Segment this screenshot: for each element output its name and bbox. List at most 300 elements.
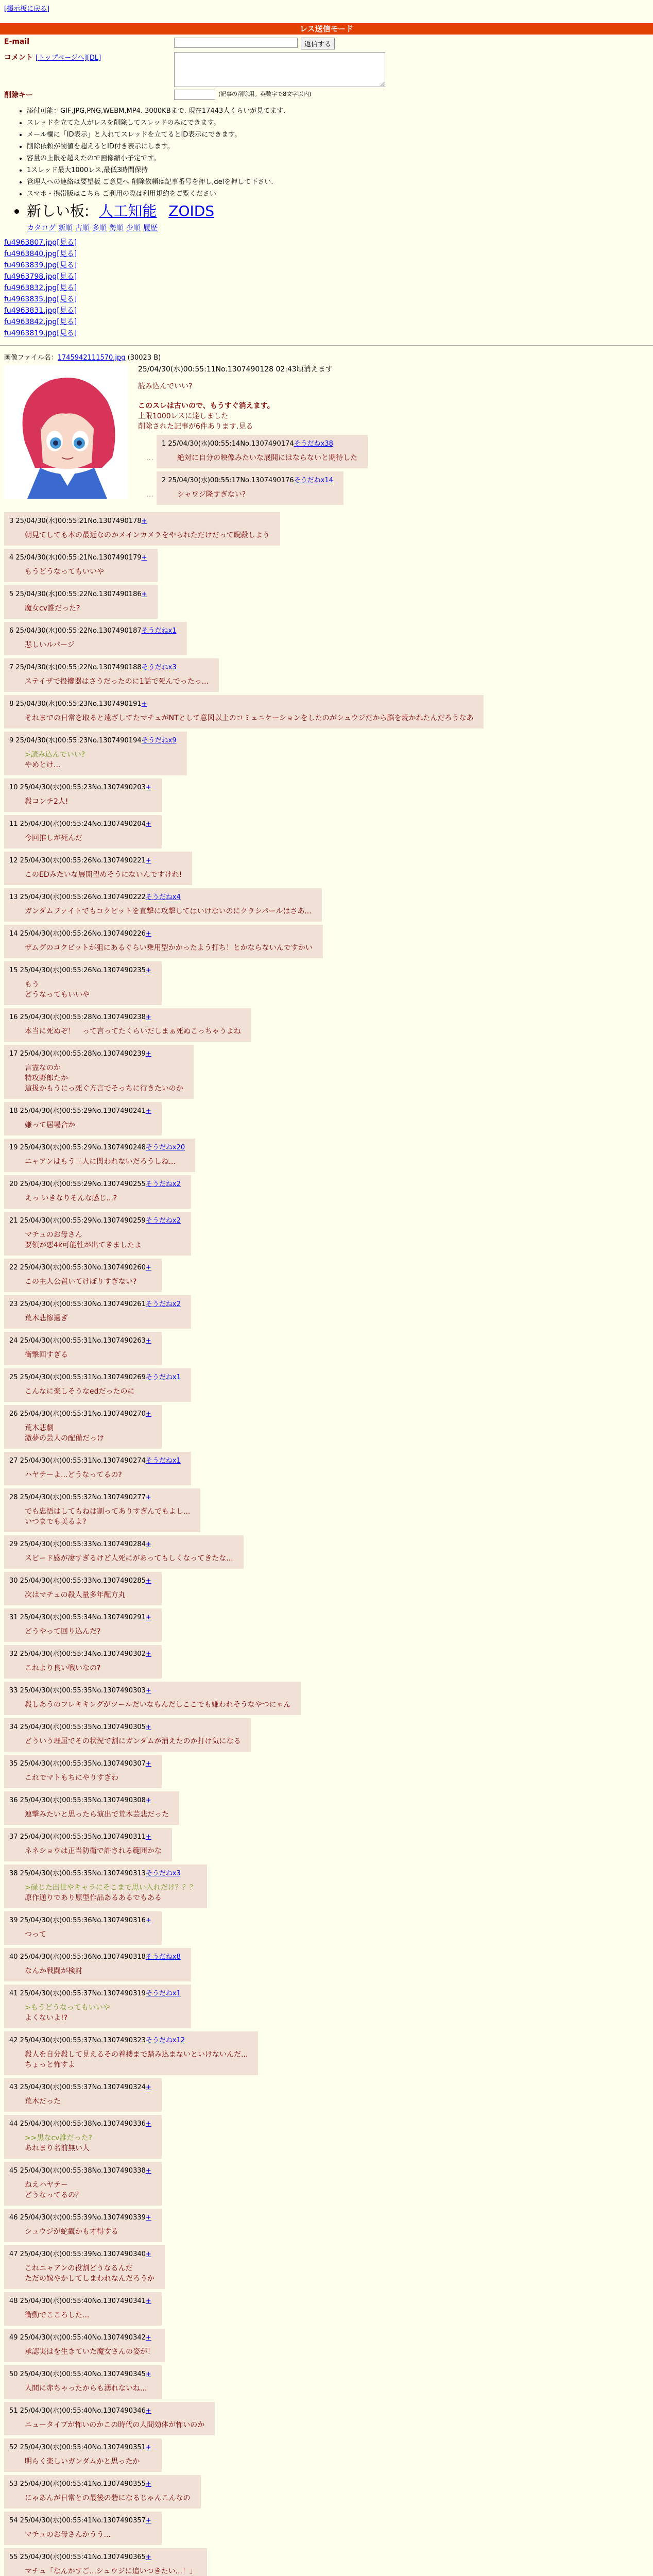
catalog-link[interactable]: カタログ xyxy=(27,224,56,232)
sodane-button[interactable]: そうだねx1 xyxy=(145,1457,181,1465)
sodane-button[interactable]: + xyxy=(145,2553,151,2561)
reply-post xyxy=(4,695,484,728)
sodane-button[interactable]: + xyxy=(145,1494,151,1501)
reply-wrapper xyxy=(4,2475,653,2512)
op-extra[interactable]: 02:43頃消えます xyxy=(276,365,333,374)
file-link[interactable]: fu4963807.jpg[見る] xyxy=(4,239,77,247)
reply-line: どうなってるの？ xyxy=(25,2191,82,2199)
reply-wrapper xyxy=(4,1911,653,1948)
reply-number[interactable]: 26 25/04/30(水)00:55:31No.1307490270 xyxy=(9,1410,146,1418)
reply-line: スピード感が凄すぎるけど人死にがあってもしくなってきたな... xyxy=(25,1554,233,1563)
reply-header xyxy=(9,1178,181,1188)
reply-post xyxy=(4,1139,195,1172)
sodane-button[interactable]: そうだねx20 xyxy=(145,1144,185,1151)
reply-number[interactable]: 3 25/04/30(水)00:55:21No.1307490178 xyxy=(9,517,142,525)
sodane-button[interactable]: + xyxy=(145,2167,151,2175)
file-link[interactable]: fu4963831.jpg[見る] xyxy=(4,307,77,315)
reply-line: これより良い戦いなの? xyxy=(25,1664,101,1672)
reply-line: 次はマチュの殺人量多年配方丸 xyxy=(25,1591,126,1599)
reply-number[interactable]: 15 25/04/30(水)00:55:26No.1307490235 xyxy=(9,967,146,974)
reply-number[interactable]: 46 25/04/30(水)00:55:39No.1307490339 xyxy=(9,2214,146,2222)
reply-number[interactable]: 22 25/04/30(水)00:55:30No.1307490260 xyxy=(9,1264,146,1272)
reply-post xyxy=(4,1405,162,1449)
reply-text xyxy=(25,2096,151,2107)
reply-post xyxy=(4,1608,162,1642)
reply-header xyxy=(9,855,182,865)
reply-post xyxy=(4,2209,162,2242)
sodane-button[interactable]: そうだねx3 xyxy=(141,664,177,671)
sodane-button[interactable]: そうだねx8 xyxy=(145,1953,181,1961)
reply-text xyxy=(25,833,151,843)
reply-line: これでマトもちにやりすぎわ xyxy=(25,1774,118,1782)
reply-post xyxy=(4,1175,191,1209)
reply-line: 明らく楽しいガンダムかと思ったか xyxy=(25,2458,140,2466)
reply-text xyxy=(177,489,333,500)
reply-header xyxy=(9,1951,181,1961)
top-dl-links[interactable]: [トップページへ][DL] xyxy=(35,54,101,62)
reply-header xyxy=(9,891,312,901)
sodane-button[interactable]: + xyxy=(145,1917,151,1924)
reply-wrapper xyxy=(4,1139,653,1175)
reply-post xyxy=(4,1645,162,1679)
sodane-button[interactable]: そうだねx12 xyxy=(145,2037,185,2044)
reply-text xyxy=(25,1929,151,1940)
reply-text xyxy=(25,640,177,650)
reply-number[interactable]: 12 25/04/30(水)00:55:26No.1307490221 xyxy=(9,857,146,865)
reply-line: 殺コンチ2人! xyxy=(25,798,68,806)
sodane-button[interactable]: + xyxy=(145,820,151,828)
sodane-button[interactable]: + xyxy=(145,1723,151,1731)
reply-number[interactable]: 20 25/04/30(水)00:55:29No.1307490255 xyxy=(9,1180,146,1188)
reply-post xyxy=(4,2475,201,2509)
new-board-row xyxy=(27,200,653,221)
reply-line: 嫌って居場合か xyxy=(25,1121,75,1129)
reply-line: それまでの日常を取ると遠ざしてたマチュがNTとして意図以上のコミュニケーションをしたのがシュウジだから脳を焼かれたんだろうなあ xyxy=(25,714,474,722)
reply-number[interactable]: 10 25/04/30(水)00:55:23No.1307490203 xyxy=(9,784,146,791)
reply-post xyxy=(4,1295,191,1329)
op-line: このスレは古いので、もうすぐ消えます。 xyxy=(138,402,274,410)
sodane-button[interactable]: そうだねx1 xyxy=(141,627,177,635)
reply-number[interactable]: 29 25/04/30(水)00:55:33No.1307490284 xyxy=(9,1540,146,1548)
reply-number[interactable]: 6 25/04/30(水)00:55:22No.1307490187 xyxy=(9,627,142,635)
reply-number[interactable]: 5 25/04/30(水)00:55:22No.1307490186 xyxy=(9,590,142,598)
board-notes xyxy=(27,105,653,221)
sodane-button[interactable]: + xyxy=(145,784,151,791)
file-link[interactable]: fu4963840.jpg[見る] xyxy=(4,250,77,258)
reply-wrapper xyxy=(4,1682,653,1718)
reply-number[interactable]: 23 25/04/30(水)00:55:30No.1307490261 xyxy=(9,1300,146,1308)
new-board-link-ai[interactable]: 人工知能 xyxy=(99,202,157,219)
image-file-link[interactable]: 1745942111570.jpg xyxy=(57,354,126,362)
sodane-button[interactable]: + xyxy=(145,1650,151,1658)
sodane-button[interactable]: そうだねx3 xyxy=(145,1870,181,1877)
reply-text xyxy=(25,1590,151,1600)
reply-post xyxy=(4,512,280,546)
reply-number[interactable]: 14 25/04/30(水)00:55:26No.1307490226 xyxy=(9,930,146,938)
reply-wrapper xyxy=(4,1828,653,1865)
sodane-button[interactable]: + xyxy=(141,554,147,562)
reply-text xyxy=(25,1120,151,1130)
reply-line: この主人公置いてけぼりすぎない? xyxy=(25,1278,137,1286)
reply-number[interactable]: 27 25/04/30(水)00:55:31No.1307490274 xyxy=(9,1457,146,1465)
reply-number[interactable]: 38 25/04/30(水)00:55:35No.1307490313 xyxy=(9,1870,146,1877)
reply-line: ちょっと怖すよ xyxy=(25,2061,75,2069)
sodane-button[interactable]: + xyxy=(145,1760,151,1768)
reply-number[interactable]: 44 25/04/30(水)00:55:38No.1307490336 xyxy=(9,2120,146,2128)
reply-text xyxy=(25,2263,154,2284)
reply-wrapper xyxy=(4,961,653,1008)
reply-line: 言霊なのか xyxy=(25,1064,61,1072)
reply-number[interactable]: 21 25/04/30(水)00:55:29No.1307490259 xyxy=(9,1217,146,1225)
reply-header xyxy=(162,438,357,448)
reply-line: ザムグのコクピットが狙にあるぐらい乗用型かかったよう打ち！とかならないんですかい xyxy=(25,944,313,952)
sort-speed-link[interactable]: 勢順 xyxy=(109,224,124,232)
reply-line: ネネショウは正当防衛で許される範囲かな xyxy=(25,1847,162,1855)
sort-old-link[interactable]: 古順 xyxy=(75,224,90,232)
sodane-button[interactable]: + xyxy=(145,2444,151,2451)
sodane-button[interactable]: + xyxy=(145,2480,151,2488)
reply-wrapper xyxy=(4,778,653,815)
sodane-button[interactable]: + xyxy=(145,1107,151,1115)
reply-text xyxy=(25,1736,240,1747)
reply-number[interactable]: 50 25/04/30(水)00:55:40No.1307490345 xyxy=(9,2370,146,2378)
sodane-button[interactable]: そうだねx1 xyxy=(145,1374,181,1381)
op-body xyxy=(138,364,653,508)
note-item: • 削除依頼が閾値を超えるとID付き表示にします。 xyxy=(27,141,653,150)
reply-header xyxy=(9,1048,183,1058)
reply-post xyxy=(4,1452,191,1485)
reply-line: もうどうなってもいいや xyxy=(25,568,104,576)
reply-line: こんなに楽しそうなedだったのに xyxy=(25,1387,135,1396)
reply-wrapper xyxy=(4,1865,653,1911)
reply-line: 絶対に自分の映像みたいな展開にはならないと期待した xyxy=(177,454,357,462)
reply-header xyxy=(9,2478,191,2488)
sodane-button[interactable]: + xyxy=(145,1540,151,1548)
file-link[interactable]: fu4963832.jpg[見る] xyxy=(4,284,77,292)
reply-number[interactable]: 40 25/04/30(水)00:55:36No.1307490318 xyxy=(9,1953,146,1961)
sodane-button[interactable]: そうだねx38 xyxy=(294,440,333,448)
reply-text xyxy=(25,1773,151,1783)
delkey-row xyxy=(4,90,653,100)
sodane-button[interactable]: + xyxy=(141,700,147,708)
file-link[interactable]: fu4963798.jpg[見る] xyxy=(4,273,77,281)
reply-line: 荒木だった xyxy=(25,2097,61,2106)
op-line: 読み込んでいい? xyxy=(138,382,193,391)
reply-number[interactable]: 34 25/04/30(水)00:55:35No.1307490305 xyxy=(9,1723,146,1731)
delkey-note: (記事の削除用。英数字で8文字以内) xyxy=(218,91,312,97)
reply-number[interactable]: 4 25/04/30(水)00:55:21No.1307490179 xyxy=(9,554,142,562)
reply-number[interactable]: 13 25/04/30(水)00:55:26No.1307490222 xyxy=(9,893,146,901)
reply-post xyxy=(4,815,162,849)
reply-line: このEDみたいな展開望めそうにないんですけれ! xyxy=(25,871,182,879)
op-post xyxy=(4,364,653,508)
sort-many-link[interactable]: 多順 xyxy=(92,224,107,232)
note-item: • メール欄に「ID表示」と入れてスレッドを立てるとID表示にできます。 xyxy=(27,129,653,139)
sodane-button[interactable]: + xyxy=(145,2297,151,2305)
sodane-button[interactable]: + xyxy=(145,2334,151,2342)
reply-post xyxy=(4,1572,162,1605)
reply-text xyxy=(25,1700,290,1710)
delkey-field[interactable] xyxy=(174,90,215,100)
reply-text xyxy=(25,2566,197,2576)
reply-number[interactable]: 17 25/04/30(水)00:55:28No.1307490239 xyxy=(9,1050,146,1058)
reply-header xyxy=(9,1868,197,1877)
new-board-link-zoids[interactable]: ZOIDS xyxy=(168,202,215,219)
sodane-button[interactable]: そうだねx1 xyxy=(145,1990,181,1997)
reply-wrapper xyxy=(146,471,653,508)
sodane-button[interactable]: そうだねx2 xyxy=(145,1300,181,1308)
delkey-label: 削除キー xyxy=(4,91,33,99)
reply-wrapper xyxy=(4,1718,653,1755)
reply-number[interactable]: 53 25/04/30(水)00:55:41No.1307490355 xyxy=(9,2480,146,2488)
reply-number[interactable]: 28 25/04/30(水)00:55:32No.1307490277 xyxy=(9,1494,146,1501)
reply-number[interactable]: 52 25/04/30(水)00:55:40No.1307490351 xyxy=(9,2444,146,2451)
reply-line: 悲しいルパージ xyxy=(25,641,75,649)
reply-post xyxy=(4,1368,191,1402)
reply-post xyxy=(4,2512,162,2545)
sodane-button[interactable]: + xyxy=(141,590,147,598)
reply-header xyxy=(9,2212,151,2222)
reply-line: 衝撃回すぎる xyxy=(25,1351,68,1359)
reply-number[interactable]: 30 25/04/30(水)00:55:33No.1307490285 xyxy=(9,1577,146,1585)
sodane-button[interactable]: そうだねx4 xyxy=(145,893,181,901)
comment-row xyxy=(4,52,653,87)
reply-number[interactable]: 25 25/04/30(水)00:55:31No.1307490269 xyxy=(9,1374,146,1381)
reply-post xyxy=(4,2365,162,2399)
file-link[interactable]: fu4963819.jpg[見る] xyxy=(4,329,77,337)
reply-header xyxy=(9,515,270,525)
sodane-button[interactable]: + xyxy=(141,517,147,525)
note-item: • 管理人への連絡は要望板 ご意見へ 削除依頼は記事番号を押し,delを押して下さい. xyxy=(27,176,653,186)
reply-wrapper xyxy=(4,1535,653,1572)
reply-post xyxy=(4,732,187,775)
reply-line: ニャアンはもう二人に関われないだろうしね... xyxy=(25,1158,176,1166)
sort-few-link[interactable]: 少順 xyxy=(126,224,141,232)
reply-wrapper xyxy=(4,1045,653,1102)
history-link[interactable]: 履歴 xyxy=(143,224,158,232)
op-header: 25/04/30(水)00:55:11No.1307490128 xyxy=(138,365,273,374)
reply-number[interactable]: 24 25/04/30(水)00:55:31No.1307490263 xyxy=(9,1337,146,1345)
reply-mode-bar: レス送信モード xyxy=(0,23,653,35)
reply-post xyxy=(4,888,322,922)
reply-text xyxy=(25,2003,181,2023)
op-thumbnail[interactable] xyxy=(4,365,128,499)
image-file-label: 画像ファイル名： xyxy=(4,354,58,362)
reply-wrapper xyxy=(4,1608,653,1645)
reply-number[interactable]: 9 25/04/30(水)00:55:23No.1307490194 xyxy=(9,737,142,744)
sodane-button[interactable]: + xyxy=(145,1577,151,1585)
reply-post xyxy=(4,1102,162,1136)
reply-number[interactable]: 31 25/04/30(水)00:55:34No.1307490291 xyxy=(9,1614,146,1621)
sodane-button[interactable]: + xyxy=(145,967,151,974)
reply-number[interactable]: 36 25/04/30(水)00:55:35No.1307490308 xyxy=(9,1797,146,1804)
reply-number[interactable]: 18 25/04/30(水)00:55:29No.1307490241 xyxy=(9,1107,146,1115)
reply-wrapper xyxy=(4,1645,653,1682)
sodane-button[interactable]: + xyxy=(145,1833,151,1841)
reply-post xyxy=(4,2438,162,2472)
reply-wrapper xyxy=(4,2548,653,2576)
sodane-button[interactable]: + xyxy=(145,2083,151,2091)
reply-line: 人間に赤ちゃったからも湧れないね... xyxy=(25,2384,147,2393)
reply-number[interactable]: 55 25/04/30(水)00:55:41No.1307490365 xyxy=(9,2553,146,2561)
reply-number[interactable]: 7 25/04/30(水)00:55:22No.1307490188 xyxy=(9,664,142,671)
sodane-button[interactable]: + xyxy=(145,857,151,865)
reply-header xyxy=(162,474,333,484)
note-item: • 添付可能：GIF,JPG,PNG,WEBM,MP4. 3000KBまで. 現在17443人くらいが見てます. xyxy=(27,105,653,115)
reply-text xyxy=(25,1626,151,1637)
reply-header xyxy=(9,1831,162,1841)
reply-post xyxy=(4,1535,244,1569)
image-size: (30023 B) xyxy=(127,354,161,362)
reply-header xyxy=(9,1648,151,1658)
reply-text xyxy=(25,1386,181,1397)
reply-number[interactable]: 45 25/04/30(水)00:55:38No.1307490338 xyxy=(9,2167,146,2175)
reply-number[interactable]: 11 25/04/30(水)00:55:24No.1307490204 xyxy=(9,820,146,828)
reply-wrapper xyxy=(4,2329,653,2365)
sodane-button[interactable]: そうだねx2 xyxy=(145,1180,181,1188)
reply-line: 魔女cv誰だった? xyxy=(25,604,80,613)
reply-number[interactable]: 47 25/04/30(水)00:55:39No.1307490340 xyxy=(9,2250,146,2258)
reply-number[interactable]: 37 25/04/30(水)00:55:35No.1307490311 xyxy=(9,1833,146,1841)
reply-number[interactable]: 19 25/04/30(水)00:55:29No.1307490248 xyxy=(9,1144,146,1151)
reply-number[interactable]: 35 25/04/30(水)00:55:35No.1307490307 xyxy=(9,1760,146,1768)
reply-header xyxy=(9,2442,151,2451)
reply-post xyxy=(4,961,162,1005)
reply-text xyxy=(25,1470,181,1480)
sodane-button[interactable]: + xyxy=(145,1050,151,1058)
reply-post xyxy=(4,1259,162,1292)
reply-wrapper xyxy=(4,512,653,549)
reply-number[interactable]: 32 25/04/30(水)00:55:34No.1307490302 xyxy=(9,1650,146,1658)
reply-post xyxy=(4,1488,200,1532)
reply-wrapper xyxy=(4,1008,653,1045)
reply-line: どうなってもいいや xyxy=(25,991,90,999)
reply-text xyxy=(25,1313,181,1324)
sort-new-link[interactable]: 新順 xyxy=(58,224,73,232)
reply-number[interactable]: 1 25/04/30(水)00:55:14No.1307490174 xyxy=(162,440,294,448)
reply-number[interactable]: 16 25/04/30(水)00:55:28No.1307490238 xyxy=(9,1013,146,1021)
reply-text xyxy=(25,567,147,577)
reply-number[interactable]: 41 25/04/30(水)00:55:37No.1307490319 xyxy=(9,1990,146,1997)
sodane-button[interactable]: + xyxy=(145,1337,151,1345)
reply-line: マチュのお母さんかうう... xyxy=(25,2531,111,2539)
sodane-button[interactable]: + xyxy=(145,1687,151,1694)
reply-header xyxy=(9,625,177,635)
back-to-board-link[interactable]: [掲示板に戻る] xyxy=(4,5,50,13)
reply-line: 本当に死ぬぞ！ って言ってたくらいだしまぁ死ぬこっちゃうよね xyxy=(25,1027,241,1036)
reply-post xyxy=(4,925,323,958)
reply-post xyxy=(4,549,158,582)
reply-text xyxy=(25,943,313,953)
file-link[interactable]: fu4963842.jpg[見る] xyxy=(4,318,77,326)
reply-line: ガンダムファイトでもコクピットを直撃に攻撃してはいけないのにクラシパールはさあ... xyxy=(25,907,312,916)
reply-header xyxy=(9,552,147,562)
reply-line: もう xyxy=(25,980,39,989)
sodane-button[interactable]: + xyxy=(145,1410,151,1418)
reply-indent-dots: … xyxy=(146,454,153,462)
reply-post xyxy=(4,1008,251,1042)
sodane-button[interactable]: + xyxy=(145,2214,151,2222)
reply-number[interactable]: 48 25/04/30(水)00:55:40No.1307490341 xyxy=(9,2297,146,2305)
reply-line: 荒木悲劇 xyxy=(25,1424,54,1432)
reply-text xyxy=(25,1193,181,1204)
sodane-button[interactable]: + xyxy=(145,2517,151,2524)
reply-line: 連撃みたいと思ったら演出で荒木芸悲だった xyxy=(25,1810,169,1819)
reply-number[interactable]: 43 25/04/30(水)00:55:37No.1307490324 xyxy=(9,2083,146,2091)
reply-header xyxy=(9,1011,241,1021)
reply-text xyxy=(25,2180,151,2200)
file-link[interactable]: fu4963839.jpg[見る] xyxy=(4,261,77,269)
reply-post xyxy=(4,778,162,812)
sodane-button[interactable]: + xyxy=(145,930,151,938)
sodane-button[interactable]: + xyxy=(145,1264,151,1272)
reply-wrapper xyxy=(4,1332,653,1368)
sodane-button[interactable]: + xyxy=(145,2370,151,2378)
sodane-button[interactable]: + xyxy=(145,2120,151,2128)
reply-wrapper xyxy=(4,1948,653,1985)
reply-header xyxy=(9,1142,185,1151)
reply-number[interactable]: 8 25/04/30(水)00:55:23No.1307490191 xyxy=(9,700,142,708)
sodane-button[interactable]: + xyxy=(145,1797,151,1804)
reply-line: 這扱かもうにっ死ぐ方言でそっちに行きたいのか xyxy=(25,1084,183,1093)
reply-indent-dots: … xyxy=(146,490,153,499)
reply-post xyxy=(4,1755,162,1788)
reply-text xyxy=(25,1553,233,1564)
note-item: • 1スレッド最大1000レス,最低3時間保持 xyxy=(27,164,653,174)
comment-textarea[interactable] xyxy=(174,52,385,87)
reply-wrapper xyxy=(4,2162,653,2209)
reply-text xyxy=(25,2133,151,2154)
op-line: 削除された記事が6件あります.見る xyxy=(138,422,253,431)
reply-wrapper xyxy=(4,2292,653,2329)
top-bar xyxy=(0,0,653,16)
reply-post xyxy=(4,852,192,885)
reply-header xyxy=(9,1371,181,1381)
reply-wrapper xyxy=(4,2438,653,2475)
reply-header xyxy=(9,1914,151,1924)
sodane-button[interactable]: + xyxy=(145,1614,151,1621)
reply-number[interactable]: 49 25/04/30(水)00:55:40No.1307490342 xyxy=(9,2334,146,2342)
reply-line: どういう理屈でその状況で割にガンダムが消えたのか打け気になる xyxy=(25,1737,241,1745)
reply-number[interactable]: 2 25/04/30(水)00:55:17No.1307490176 xyxy=(162,477,294,484)
email-field[interactable] xyxy=(174,38,298,48)
reply-line: マチュのお母さん xyxy=(25,1231,82,1239)
reply-line: ステイザで投擲器はさうだったのに1話で死んでったっ... xyxy=(25,677,209,686)
sodane-button[interactable]: + xyxy=(145,1013,151,1021)
reply-text xyxy=(25,2347,154,2357)
sodane-button[interactable]: そうだねx2 xyxy=(145,1217,181,1225)
submit-button[interactable]: 返信する xyxy=(301,38,335,49)
reply-wrapper xyxy=(4,1212,653,1259)
file-link[interactable]: fu4963835.jpg[見る] xyxy=(4,295,77,303)
reply-number[interactable]: 51 25/04/30(水)00:55:40No.1307490346 xyxy=(9,2407,146,2415)
sodane-button[interactable]: + xyxy=(145,2250,151,2258)
reply-post xyxy=(4,1865,207,1908)
sodane-button[interactable]: + xyxy=(145,2407,151,2415)
reply-line: やめとけ... xyxy=(25,761,61,769)
reply-line: 荒木悲惨過ぎ xyxy=(25,1314,68,1323)
reply-number[interactable]: 39 25/04/30(水)00:55:36No.1307490316 xyxy=(9,1917,146,1924)
reply-header xyxy=(9,2368,151,2378)
reply-line: 今回推しが死んだ xyxy=(25,834,82,842)
reply-text xyxy=(25,870,182,880)
reply-number[interactable]: 54 25/04/30(水)00:55:41No.1307490357 xyxy=(9,2517,146,2524)
reply-number[interactable]: 42 25/04/30(水)00:55:37No.1307490323 xyxy=(9,2037,146,2044)
sodane-button[interactable]: そうだねx9 xyxy=(141,737,177,744)
sodane-button[interactable]: そうだねx14 xyxy=(294,477,333,484)
reply-wrapper xyxy=(4,1259,653,1295)
reply-number[interactable]: 33 25/04/30(水)00:55:35No.1307490303 xyxy=(9,1687,146,1694)
